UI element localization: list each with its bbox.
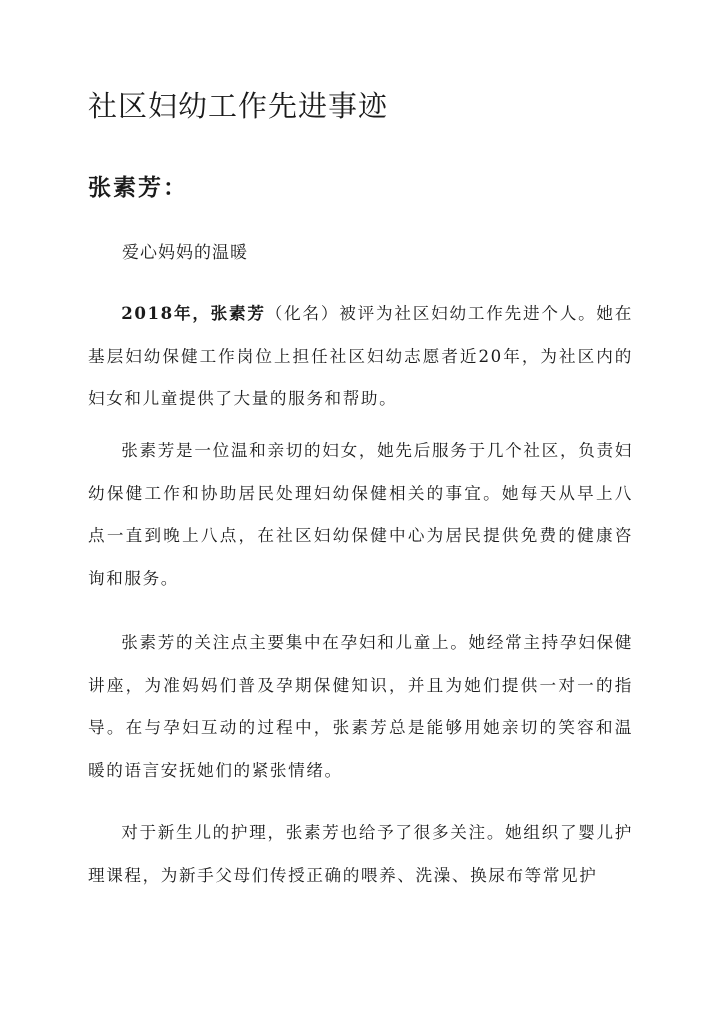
paragraph-1 bbox=[88, 292, 633, 421]
paragraph-2-text: 张素芳是一位温和亲切的妇女，她先后服务于几个社区，负责妇幼保健工作和协助居民处理妇幼保健相关的事宜。她每天从早上八点一直到晚上八点，在社区妇幼保健中心为居民提供免费的健康咨询和服务。 bbox=[88, 441, 633, 588]
paragraph-3-text: 张素芳的关注点主要集中在孕妇和儿童上。她经常主持孕妇保健讲座，为准妈妈们普及孕期保健知识，并且为她们提供一对一的指导。在与孕妇互动的过程中，张素芳总是能够用她亲切的笑容和温暖的语言安抚她们的紧张情绪。 bbox=[88, 633, 633, 780]
paragraph-4-text: 对于新生儿的护理，张素芳也给予了很多关注。她组织了婴儿护理课程，为新手父母们传授正确的喂养、洗澡、换尿布等常见护 bbox=[88, 823, 633, 885]
paragraph-3 bbox=[88, 622, 633, 792]
paragraph-1-lead: 2018年，张素芳 bbox=[121, 303, 266, 323]
paragraph-2 bbox=[88, 430, 633, 600]
paragraph-4 bbox=[88, 812, 633, 897]
document-title: 社区妇幼工作先进事迹 bbox=[88, 89, 389, 123]
tagline: 爱心妈妈的温暖 bbox=[122, 243, 248, 263]
paragraph-1-text: （化名）被评为社区妇幼工作先进个人。她在基层妇幼保健工作岗位上担任社区妇幼志愿者近20年，为社区内的妇女和儿童提供了大量的服务和帮助。 bbox=[88, 304, 633, 408]
person-name-heading: 张素芳： bbox=[88, 174, 188, 201]
